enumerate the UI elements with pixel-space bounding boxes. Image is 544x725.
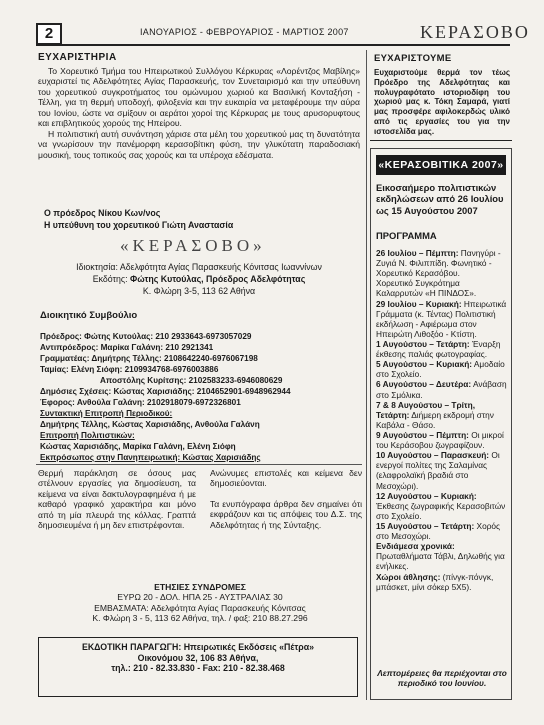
- program-title: ΠΡΟΓΡΑΜΜΑ: [376, 230, 437, 241]
- editorial-policy: [210, 468, 362, 530]
- anonymous-policy: Ανώνυμες επιστολές και κείμενα δεν δημοσιεύονται.: [210, 468, 362, 489]
- masthead-address: Κ. Φλώρη 3-5, 113 62 Αθήνα: [142, 286, 256, 296]
- program-item: 1 Αυγούστου – Τετάρτη: Έναρξη έκθεσης παλιάς φωτογραφίας.: [376, 338, 501, 360]
- cultural-committee-members: Κώστας Χαρισιάδης, Μαρίκα Γαλάνη, Ελένη Σιόφη: [40, 442, 236, 451]
- production-box: [38, 637, 358, 697]
- publisher-label: Εκδότης:: [92, 274, 128, 284]
- program-list: [376, 248, 508, 592]
- production-line-2: Οικονόμου 32, 106 83 Αθήνα,: [137, 652, 259, 663]
- thanks-paragraph-2: Η πολιτιστική αυτή συνάντηση χάρισε στα μέλη του χορευτικού μας τη δυνατότητα να γνωρίσουν την πανέμορφη κερασοβίτικη φύση, την γλυκύτατη παραδοσιακή μουσική, τους τοπικούς σας χορούς και τα υπέροχα εδέσματα.: [38, 128, 360, 160]
- board-treasurer: Ταμίας: Ελένη Σιόφη: 2109934768-6976003886: [40, 365, 219, 374]
- right-thanks-title: ΕΥΧΑΡΙΣΤΟΥΜΕ: [374, 53, 452, 64]
- signed-articles-policy: Τα ενυπόγραφα άρθρα δεν σημαίνει ότι εκφράζουν και τις απόψεις του Δ.Σ. της Αδελφότητας ή της Σύνταξης.: [210, 498, 362, 530]
- program-item: 9 Αυγούστου – Πέμπτη: Οι μικροί του Κεράσοβου ζωγραφίζουν.: [376, 429, 504, 451]
- program-item: 5 Αυγούστου – Κυριακή: Αμοδαίο στο Σχολείο.: [376, 359, 505, 380]
- panepirotic-representative: Εκπρόσωπος στην Πανηπειρωτική: Κώστας Χαρισιάδης: [40, 453, 261, 462]
- program-item: 7 & 8 Αυγούστου – Τρίτη, Τετάρτη: Διήμερη εκδρομή στην Καβάλα - Θάσο.: [376, 399, 494, 430]
- issue-date: ΙΑΝΟΥΑΡΙΟΣ - ΦΕΒΡΟΥΑΡΙΟΣ - ΜΑΡΤΙΟΣ 2007: [140, 27, 349, 37]
- program-item: 15 Αυγούστου – Τετάρτη: Χορός στο Μεσοχώρι.: [376, 520, 501, 542]
- masthead-owner: Ιδιοκτησία: Αδελφότητα Αγίας Παρασκευής Κόνιτσας Ιωαννίνων: [76, 262, 322, 272]
- program-item: Χώροι άθλησης: (πίνγκ-πόνγκ, μπάσκετ, μίνι σόκερ 5Χ5).: [376, 571, 494, 592]
- signature-president: Ο πρόεδρος Νίκου Κων/νος: [44, 208, 161, 218]
- program-item: 26 Ιουλίου – Πέμπτη: Πανηγύρι - Ζυγιά Ν. Φιλιππίδη. Φωνητικό - Χορευτικό Κερασόβου.: [376, 248, 501, 279]
- thanks-paragraph-1: Το Χορευτικό Τμήμα του Ηπειρωτικού Συλλόγου Κέρκυρας «Λορέντζος Μαβίλης» ευχαριστεί τις Αδελφότητες Αγίας Παρασκευής, τον Συνεταιρισμό και την υπεύθυνη του χορευτικού συγκροτήματος του ομώνυμου χωριού κα Βασιλική Κονταξήση - Τέλλη, για τη θερμή υποδοχή, φιλοξενία και την ευκαιρία να μεταφέρουμε την αύρα του Ιονίου, ώστε να σμίξουν οι αεράτοι χοροί της Κέρκυρας με τους αρυσορυφτους και επιβλητικούς χορούς της Ηπείρου.: [38, 66, 360, 129]
- submission-notice: Θερμή παράκληση σε όσους μας στέλνουν εργασίες για δημοσίευση, τα κείμενα να είναι δακτυλογραφημένα ή με καθαρό γραφικό χαρακτήρα και μόνο από τη μία πλευρά της κόλλας. Γραπτά δημοσιευμένα ή μη δεν επιστρέφονται.: [38, 468, 196, 531]
- cultural-committee-label: Επιτροπή Πολιτιστικών:: [40, 431, 135, 440]
- program-item: 12 Αυγούστου – Κυριακή: Έκθεσης ζωγραφικής Κερασοβιτών στο Σχολείο.: [376, 490, 506, 521]
- program-item: Χορευτικό Συγκρότημα Καλαρρυτών «Η ΠΙΝΔΟΣ».: [376, 278, 477, 299]
- remittance-info: ΕΜΒΑΣΜΑΤΑ: Αδελφότητα Αγίας Παρασκευής Κόνιτσας: [94, 602, 306, 613]
- program-item: 29 Ιουλίου – Κυριακή: Ηπειρωτικά Γράμματα (κ. Τέντας) Πολιτιστική εκδήλωση - Αφιέρωμα στον Ηπειρώτη Λιθοξόο - Κτίστη.: [376, 298, 507, 339]
- signature-dance-lead: Η υπεύθυνη του χορευτικού Γιώτη Αναστασία: [44, 220, 234, 230]
- column-divider: [366, 50, 367, 700]
- production-line-1: ΕΚΔΟΤΙΚΗ ΠΑΡΑΓΩΓΗ: Ηπειρωτικές Εκδόσεις «Πέτρα»: [81, 642, 315, 652]
- board-ephor: Έφορος: Ανθούλα Γαλάνη: 2102918079-6972326801: [40, 398, 241, 407]
- program-item: 6 Αυγούστου – Δευτέρα: Ανάβαση στο Σμόλικα.: [376, 379, 507, 400]
- right-thanks-body: Ευχαριστούμε θερμά τον τέως Πρόεδρο της Αδελφότητας και πολυγραφότατο ιστοριοδίφη του χωριού μας κ. Τόκη Σαμαρά, γιατί μας προσφέρε αφιλοκερδώς υλικό από τις εργασίες του για την ιστοσελίδα μας.: [374, 68, 510, 136]
- kerasovitika-footer: Λεπτομέρειες θα περιέχονται στο περιοδικό του Ιουνίου.: [377, 668, 507, 689]
- subscription-prices: ΕΥΡΩ 20 - ΔΟΛ. ΗΠΑ 25 - ΑΥΣΤΡΑΛΙΑΣ 30: [117, 592, 283, 603]
- publisher-name: Φώτης Κυτούλας, Πρόεδρος Αδελφότητας: [130, 274, 306, 284]
- board-member: Αποστόλης Κυρίτσης: 2102583233-6946080629: [100, 376, 283, 385]
- board-secretary: Γραμματέας: Δημήτρης Τέλλης: 2108642240-6976067198: [40, 354, 258, 363]
- editorial-committee-members: Δημήτρης Τέλλης, Κώστας Χαρισιάδης, Ανθούλα Γαλάνη: [40, 420, 260, 429]
- board-president: Πρόεδρος: Φώτης Κυτούλας: 210 2933643-6973057029: [40, 332, 252, 341]
- header-logo: ΚΕΡΑΣΟΒΟ: [420, 22, 530, 42]
- editorial-committee-label: Συντακτική Επιτροπή Περιοδικού:: [40, 409, 173, 418]
- masthead-title: «ΚΕΡΑΣΟΒΟ»: [120, 236, 266, 255]
- contact-info: Κ. Φλώρη 3 - 5, 113 62 Αθήνα, τηλ. / φαξ: 210 88.27.296: [92, 613, 308, 624]
- production-line-3: τηλ.: 210 - 82.33.830 - Fax: 210 - 82.38.468: [111, 663, 285, 674]
- board-title: Διοικητικό Συμβούλιο: [40, 310, 138, 321]
- kerasovitika-banner: «ΚΕΡΑΣΟΒΙΤΙΚΑ 2007»: [376, 155, 506, 175]
- subscriptions: [38, 582, 362, 624]
- board-vice-president: Αντιπρόεδρος: Μαρίκα Γαλάνη: 210 2921341: [40, 343, 214, 352]
- masthead-publisher: [38, 274, 360, 285]
- board-public-relations: Δημόσιες Σχέσεις: Κώστας Χαρισιάδης: 2104652901-6948962944: [40, 387, 291, 396]
- subscriptions-title: ΕΤΗΣΙΕΣ ΣΥΝΔΡΟΜΕΣ: [154, 582, 246, 592]
- program-item: Ενδιάμεσα χρονικά: Πρωταθλήματα Τάβλι, Δηλωθής για ενήλικες.: [376, 541, 505, 572]
- page-number: 2: [36, 23, 62, 45]
- program-item: 10 Αυγούστου – Παρασκευή: Οι ενεργοί πολίτες της Σαλαμίνας (ελαφρολαϊκή βραδιά στο Μεσοχώρι).: [376, 450, 500, 491]
- kerasovitika-headline: Εικοσαήμερο πολιτιστικών εκδηλώσεων από 26 Ιουλίου ως 15 Αυγούστου 2007: [376, 182, 504, 216]
- section-divider: [36, 464, 362, 465]
- thanks-body: [38, 66, 360, 160]
- header-divider: [36, 44, 510, 46]
- thanks-title: ΕΥΧΑΡΙΣΤΗΡΙΑ: [38, 52, 117, 63]
